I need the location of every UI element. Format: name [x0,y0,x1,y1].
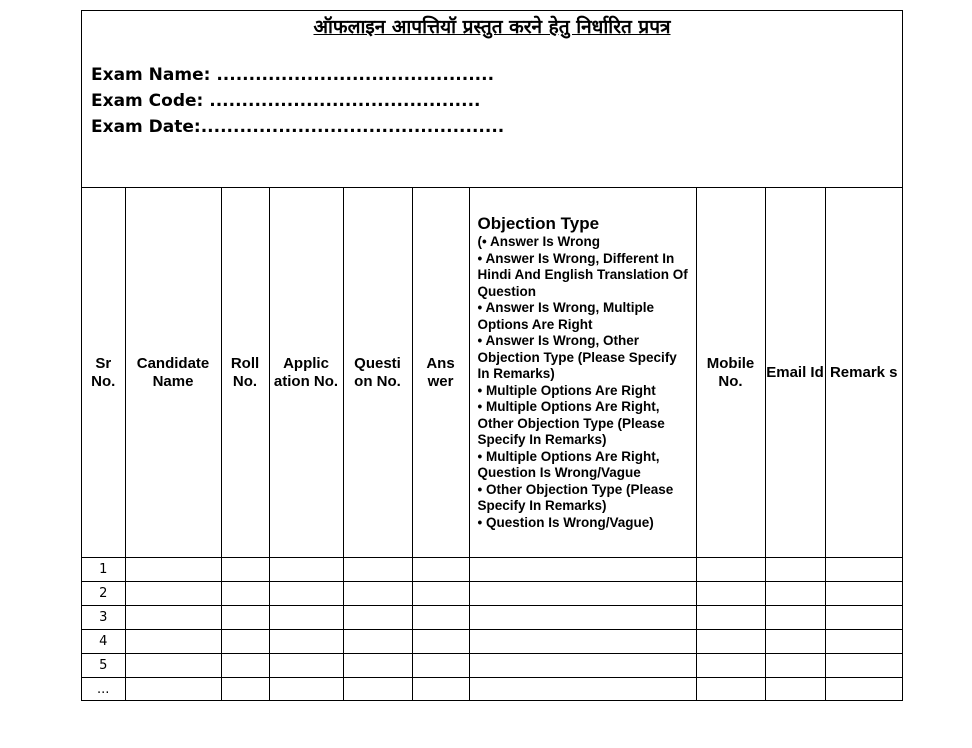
objection-type-cell [469,582,696,606]
question-no-cell [343,606,412,630]
mobile-no-cell [696,654,765,678]
row-sr-no: ... [82,678,125,702]
header-mobile-no: Mobile No. [696,188,765,558]
objection-form [81,10,903,701]
remarks-cell [825,558,902,582]
header-email-id: Email Id [765,188,825,558]
remarks-cell [825,630,902,654]
candidate-name-cell [125,558,221,582]
objection-type-option: • Answer Is Wrong, Other Objection Type (Please Specify In Remarks) [477,333,677,381]
table-row [82,582,902,606]
objection-type-option: • Other Objection Type (Please Specify In Remarks) [477,481,674,513]
objection-type-title: Objection Type [477,214,600,233]
table-body [82,558,902,702]
mobile-no-cell [696,630,765,654]
email-id-cell [765,558,825,582]
application-no-cell [269,678,343,702]
row-sr-no: 1 [82,558,125,582]
form-title: ऑफलाइन आपत्तियॉ प्रस्तुत करने हेतु निर्धारित प्रपत्र [313,16,671,38]
objection-type-option: • Multiple Options Are Right, Other Objection Type (Please Specify In Remarks) [477,399,665,447]
header-application-no: Applic ation No. [269,188,343,558]
mobile-no-cell [696,558,765,582]
header-roll-no: Roll No. [221,188,269,558]
header-sr-no: Sr No. [82,188,125,558]
form-header [82,11,902,188]
email-id-cell [765,630,825,654]
header-candidate-name: Candidate Name [125,188,221,558]
exam-date-field: Exam Date:............................................... [91,117,505,137]
candidate-name-cell [125,630,221,654]
table-row [82,606,902,630]
question-no-cell [343,630,412,654]
objection-table [82,188,902,701]
header-question-no: Questi on No. [343,188,412,558]
answer-cell [412,558,469,582]
email-id-cell [765,654,825,678]
table-row [82,678,902,702]
question-no-cell [343,582,412,606]
header-answer: Ans wer [412,188,469,558]
table-header-row [82,188,902,558]
application-no-cell [269,654,343,678]
application-no-cell [269,558,343,582]
question-no-cell [343,654,412,678]
remarks-cell [825,654,902,678]
roll-no-cell [221,558,269,582]
roll-no-cell [221,654,269,678]
header-objection-type [469,188,696,558]
roll-no-cell [221,582,269,606]
row-sr-no: 2 [82,582,125,606]
answer-cell [412,606,469,630]
candidate-name-cell [125,582,221,606]
objection-type-option: • Answer Is Wrong, Different In Hindi And English Translation Of Question [477,250,688,299]
mobile-no-cell [696,606,765,630]
application-no-cell [269,582,343,606]
objection-type-cell [469,558,696,582]
email-id-cell [765,678,825,702]
roll-no-cell [221,630,269,654]
objection-type-cell [469,630,696,654]
exam-code-field: Exam Code: .......................................... [91,91,481,111]
email-id-cell [765,582,825,606]
roll-no-cell [221,606,269,630]
candidate-name-cell [125,678,221,702]
question-no-cell [343,558,412,582]
objection-type-option: • Multiple Options Are Right [477,382,656,398]
table-row [82,654,902,678]
row-sr-no: 4 [82,630,125,654]
header-remarks: Remark s [825,188,902,558]
objection-type-cell [469,654,696,678]
application-no-cell [269,606,343,630]
answer-cell [412,582,469,606]
answer-cell [412,678,469,702]
answer-cell [412,654,469,678]
answer-cell [412,630,469,654]
objection-type-cell [469,678,696,702]
objection-type-cell [469,606,696,630]
table-row [82,558,902,582]
table-row [82,630,902,654]
mobile-no-cell [696,582,765,606]
remarks-cell [825,606,902,630]
candidate-name-cell [125,654,221,678]
row-sr-no: 5 [82,654,125,678]
candidate-name-cell [125,606,221,630]
remarks-cell [825,582,902,606]
roll-no-cell [221,678,269,702]
objection-type-option: (• Answer Is Wrong [477,234,600,249]
mobile-no-cell [696,678,765,702]
remarks-cell [825,678,902,702]
objection-type-option: • Question Is Wrong/Vague) [477,514,654,530]
row-sr-no: 3 [82,606,125,630]
question-no-cell [343,678,412,702]
exam-name-field: Exam Name: ........................................... [91,65,495,85]
objection-type-option: • Answer Is Wrong, Multiple Options Are Right [477,300,654,332]
email-id-cell [765,606,825,630]
objection-type-option: • Multiple Options Are Right, Question Is Wrong/Vague [477,448,660,480]
application-no-cell [269,630,343,654]
